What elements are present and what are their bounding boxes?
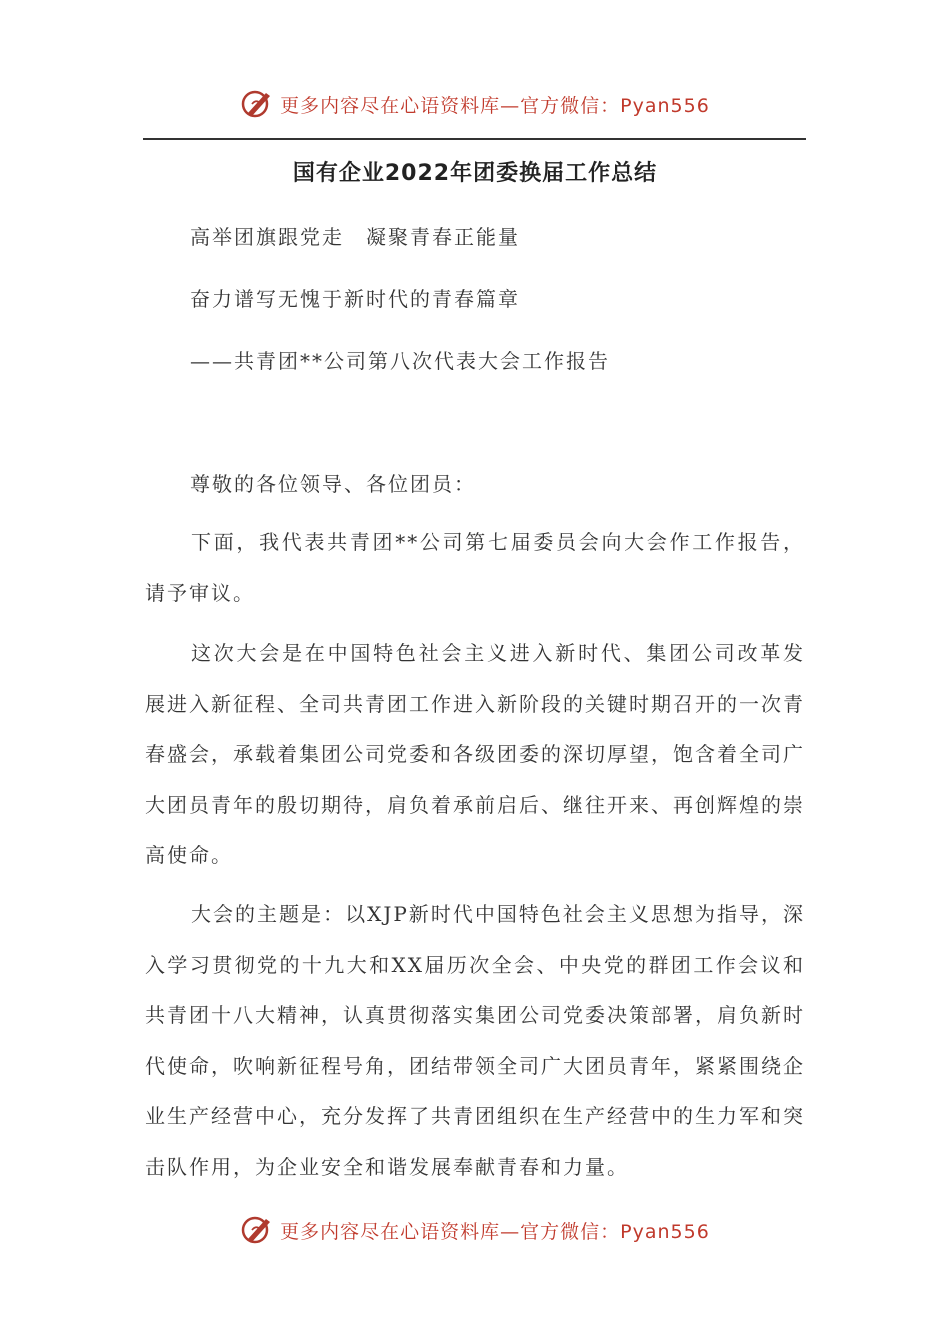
pen-logo-icon <box>240 1213 274 1247</box>
heading-line-3: ——共青团**公司第八次代表大会工作报告 <box>190 349 610 373</box>
heading-line-2: 奋力谱写无愧于新时代的青春篇章 <box>190 287 520 311</box>
watermark-handle: Pyan556 <box>620 94 710 117</box>
watermark-text: 更多内容尽在心语资料库—官方微信：Pyan556 <box>280 1220 710 1243</box>
header-watermark <box>0 84 950 124</box>
pen-logo-icon <box>240 87 274 121</box>
paragraph-3: 大会的主题是：以XJP新时代中国特色社会主义思想为指导，深入学习贯彻党的十九大和XX届历次全会、中央党的群团工作会议和共青团十八大精神，认真贯彻落实集团公司党委决策部署，肩负新时代使命，吹响新征程号角，团结带领全司广大团员青年，紧紧围绕企业生产经营中心，充分发挥了共青团组织在生产经营中的生力军和突击队作用，为企业安全和谐发展奉献青春和力量。 <box>145 902 805 1179</box>
salutation: 尊敬的各位领导、各位团员： <box>190 472 476 496</box>
header-divider <box>143 138 806 140</box>
watermark-text: 更多内容尽在心语资料库—官方微信：Pyan556 <box>280 94 710 117</box>
watermark-handle: Pyan556 <box>620 1220 710 1243</box>
paragraph-1: 下面，我代表共青团**公司第七届委员会向大会作工作报告，请予审议。 <box>145 530 805 605</box>
heading-line-1: 高举团旗跟党走 凝聚青春正能量 <box>190 225 520 249</box>
paragraph-2: 这次大会是在中国特色社会主义进入新时代、集团公司改革发展进入新征程、全司共青团工作进入新阶段的关键时期召开的一次青春盛会，承载着集团公司党委和各级团委的深切厚望，饱含着全司广大团员青年的殷切期待，肩负着承前启后、继往开来、再创辉煌的崇高使命。 <box>145 641 805 867</box>
document-title: 国有企业2022年团委换届工作总结 <box>292 161 658 186</box>
footer-watermark <box>0 1210 950 1250</box>
